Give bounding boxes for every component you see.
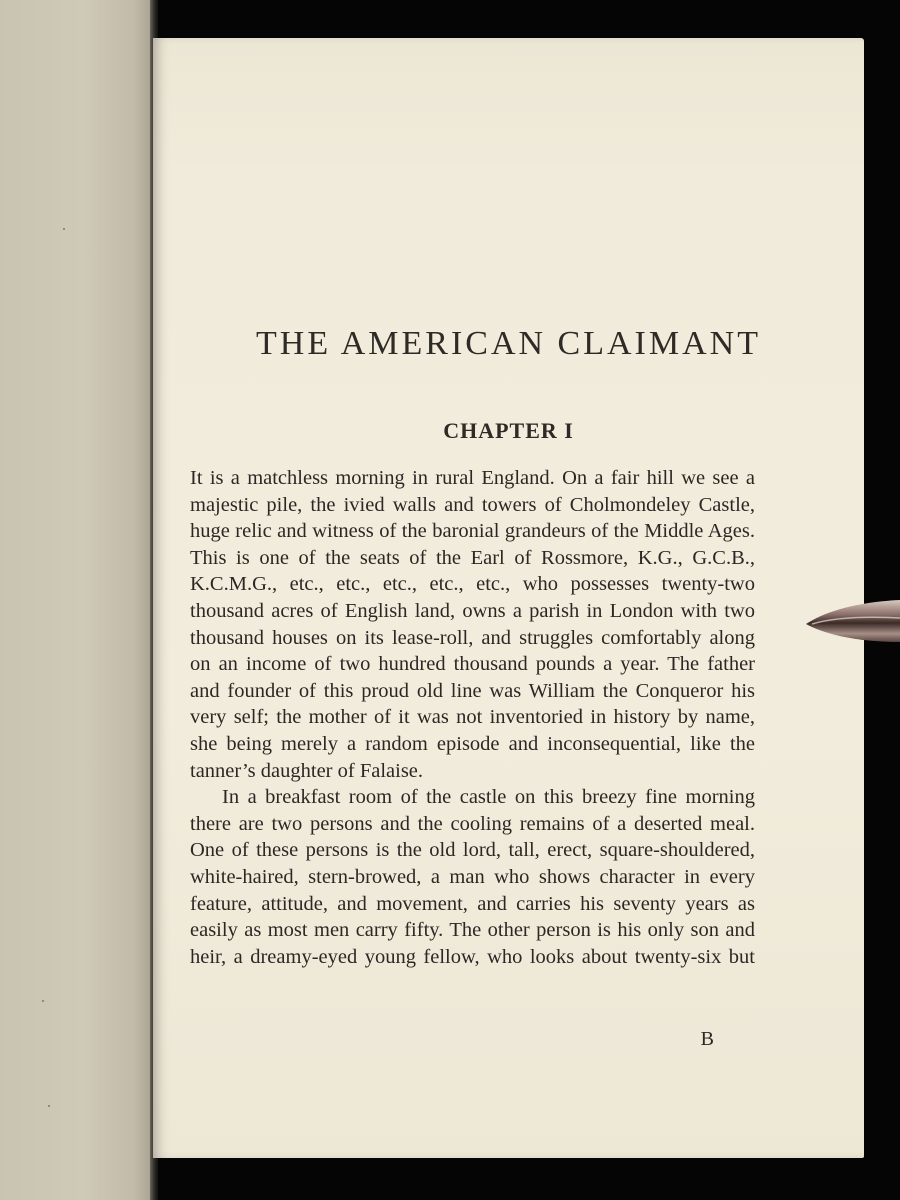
paragraph-2: In a breakfast room of the castle on this breezy fine morning there are two persons and the cooling remains of a deserted meal. One of these persons is the old lord, tall, erect, square-shouldered, white-haired, stern-browed, a man who shows character in every feature, attitude, and movement, and carries his seventy years as easily as most men carry fifty. The other person is his only son and heir, a dreamy-eyed young fellow, who looks about twenty-six but	[190, 786, 755, 968]
bookmark-icon	[806, 598, 900, 646]
book-page	[153, 38, 864, 1158]
signature-mark: B	[700, 1028, 714, 1050]
paragraph-1: It is a matchless morning in rural England. On a fair hill we see a majestic pile, the ivied walls and towers of Cholmondeley Castle, huge relic and witness of the baronial grandeurs of the Middle Ages. This is one of the seats of the Earl of Rossmore, K.G., G.C.B., K.C.M.G., etc., etc., etc., etc., etc., who possesses twenty-two thousand acres of English land, owns a parish in London with two thousand houses on its lease-roll, and struggles comfortably along on an income of two hundred thousand pounds a year. The father and founder of this proud old line was William the Conqueror his very self; the mother of it was not inventoried in history by name, she being merely a random episode and inconsequential, like the tanner’s daughter of Falaise.	[190, 467, 755, 782]
page-speck	[42, 1000, 44, 1002]
left-page-edge	[0, 0, 152, 1200]
page-speck	[48, 1105, 50, 1107]
chapter-heading: CHAPTER I	[443, 418, 574, 443]
book-title: THE AMERICAN CLAIMANT	[256, 325, 761, 362]
chapter-body	[190, 465, 755, 970]
page-speck	[63, 228, 65, 230]
